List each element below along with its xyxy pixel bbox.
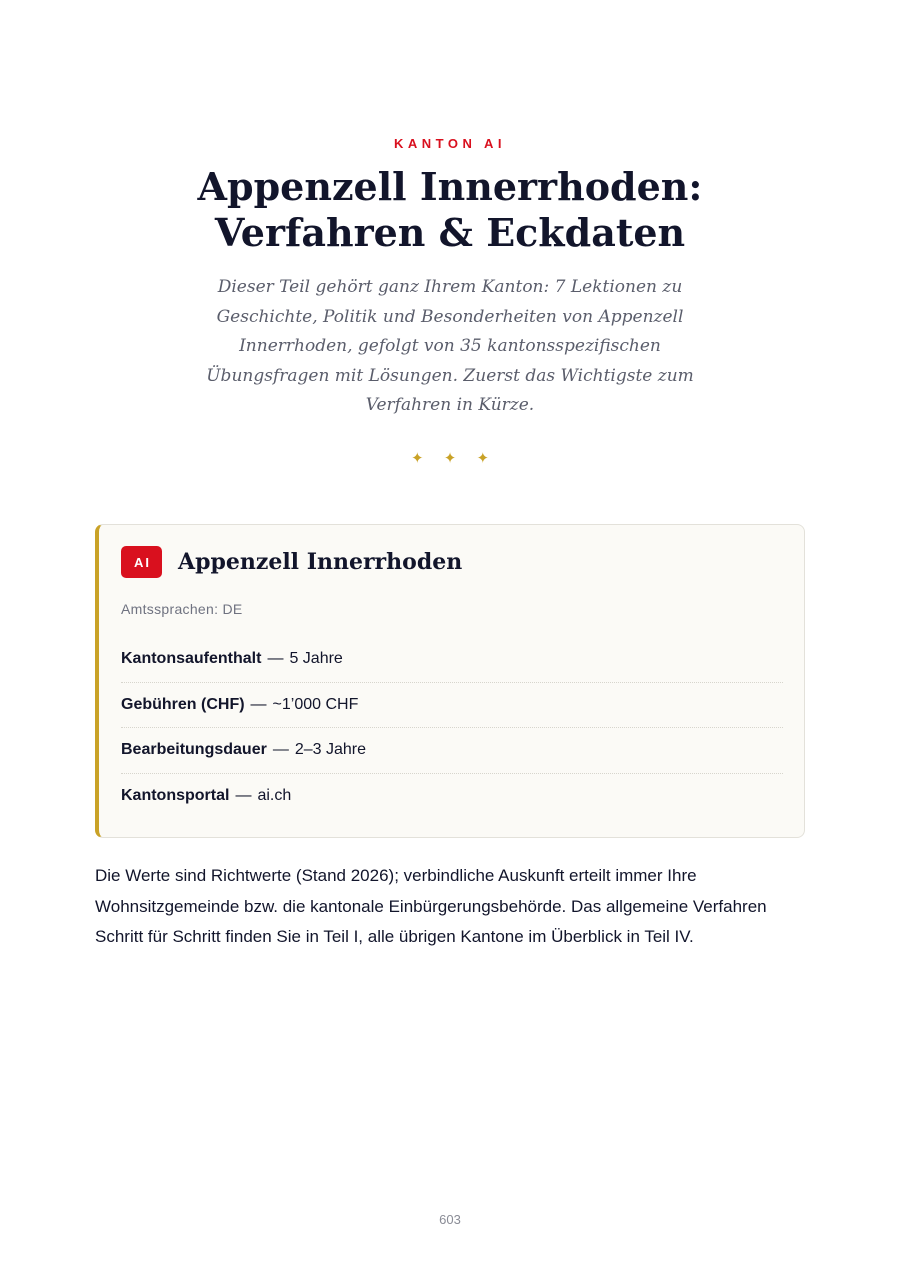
- fact-label: Bearbeitungsdauer: [121, 741, 267, 759]
- fact-separator: —: [272, 741, 289, 759]
- fact-label: Kantonsaufenthalt: [121, 650, 262, 668]
- fact-label: Kantonsportal: [121, 787, 230, 805]
- card-header: [121, 545, 462, 579]
- fact-row-residence: [121, 637, 783, 683]
- fact-label: Gebühren (CHF): [121, 695, 245, 713]
- fact-row-portal: [121, 774, 783, 820]
- fact-separator: —: [250, 695, 267, 713]
- ornament-divider: [0, 449, 900, 467]
- fact-row-duration: [121, 728, 783, 774]
- fact-value: 2–3 Jahre: [294, 741, 366, 759]
- canton-badge: AI: [121, 546, 162, 578]
- official-languages: Amtssprachen: DE: [121, 601, 243, 617]
- section-eyebrow: KANTON AI: [394, 136, 506, 151]
- fact-separator: —: [267, 650, 284, 668]
- star-icon: ✦: [443, 450, 457, 467]
- star-icon: ✦: [476, 450, 490, 467]
- fact-separator: —: [235, 787, 252, 805]
- canton-fact-card: [95, 524, 805, 838]
- fact-value: ~1’000 CHF: [272, 695, 359, 713]
- page-title-line-2: Verfahren & Eckdaten: [214, 210, 686, 255]
- fact-row-fees: [121, 683, 783, 729]
- page-number: 603: [439, 1212, 461, 1227]
- fact-value: ai.ch: [257, 787, 292, 805]
- fact-list: [121, 637, 783, 819]
- intro-paragraph: Dieser Teil gehört ganz Ihrem Kanton: 7 Lektionen zu Geschichte, Politik und Besonderheiten von Appenzell Innerrhoden, gefolgt von 35 kantonsspezifischen Übungsfragen mit Lösungen. Zuerst das Wichtigste zum Verfahren in Kürze.: [206, 277, 694, 415]
- card-title: Appenzell Innerrhoden: [178, 549, 463, 575]
- disclaimer-paragraph: Die Werte sind Richtwerte (Stand 2026); verbindliche Auskunft erteilt immer Ihre Wohnsitzgemeinde bzw. die kantonale Einbürgerungsbehörde. Das allgemeine Verfahren Schritt für Schritt finden Sie in Teil I, alle übrigen Kantone im Überblick in Teil IV.: [95, 866, 767, 946]
- fact-value: 5 Jahre: [289, 650, 343, 668]
- star-icon: ✦: [410, 450, 424, 467]
- page-title-line-1: Appenzell Innerrhoden:: [197, 164, 703, 209]
- page-title: [100, 164, 800, 256]
